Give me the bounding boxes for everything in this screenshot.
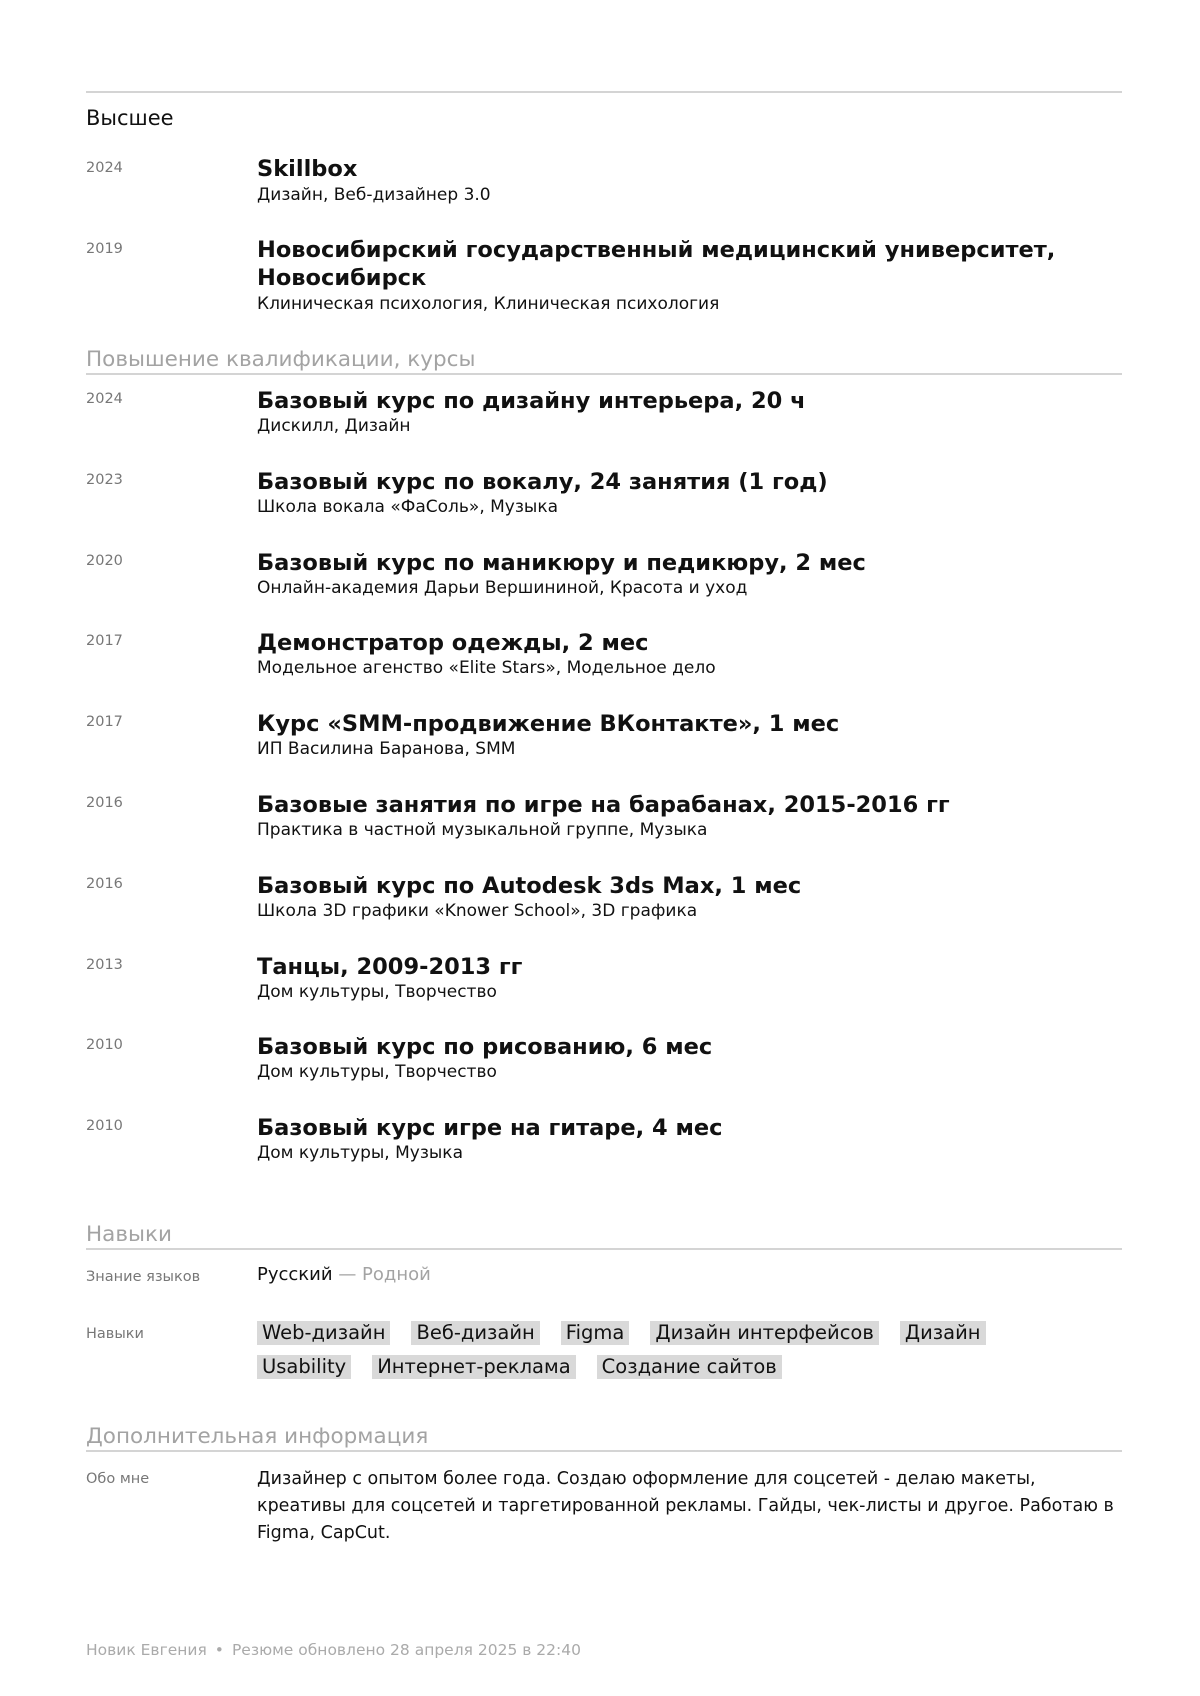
education-item bbox=[86, 236, 1122, 315]
education-specialty: Дизайн, Веб-дизайнер 3.0 bbox=[257, 185, 491, 205]
course-title: Базовый курс по вокалу, 24 занятия (1 год) bbox=[257, 468, 828, 495]
footer-separator: • bbox=[214, 1641, 224, 1659]
course-organization: Дискилл, Дизайн bbox=[257, 416, 411, 436]
skill-tag: Figma bbox=[561, 1321, 630, 1345]
course-item bbox=[86, 548, 1122, 629]
course-organization: Школа вокала «ФаСоль», Музыка bbox=[257, 496, 559, 517]
skills-label: Навыки bbox=[86, 1325, 144, 1342]
course-title: Танцы, 2009-2013 гг bbox=[257, 953, 523, 980]
course-organization: Дом культуры, Музыка bbox=[257, 1143, 463, 1164]
education-year: 2024 bbox=[86, 160, 123, 176]
course-title: Базовые занятия по игре на барабанах, 2015-2016 гг bbox=[257, 791, 950, 818]
about-label: Обо мне bbox=[86, 1470, 150, 1487]
course-title: Базовый курс по маникюру и педикюру, 2 мес bbox=[257, 549, 866, 576]
course-year: 2020 bbox=[86, 552, 123, 569]
course-year: 2010 bbox=[86, 1118, 123, 1135]
course-item bbox=[86, 952, 1122, 1033]
education-year: 2019 bbox=[86, 241, 123, 257]
education-item bbox=[86, 155, 1122, 206]
course-year: 2024 bbox=[86, 391, 123, 407]
education-specialty: Клиническая психология, Клиническая психология bbox=[257, 294, 720, 314]
courses-list bbox=[86, 386, 1122, 1194]
section-title-courses: Повышение квалификации, курсы bbox=[86, 347, 1122, 375]
about-row bbox=[86, 1466, 1122, 1547]
skills-row bbox=[86, 1321, 1122, 1379]
course-item bbox=[86, 790, 1122, 871]
course-title: Курс «SMM-продвижение ВКонтакте», 1 мес bbox=[257, 711, 840, 738]
course-item bbox=[86, 709, 1122, 790]
course-organization: Модельное агенство «Elite Stars», Модельное дело bbox=[257, 658, 716, 679]
skill-tag: Дизайн интерфейсов bbox=[650, 1321, 879, 1345]
course-title: Базовый курс по рисованию, 6 мес bbox=[257, 1034, 713, 1061]
course-title: Базовый курс по дизайну интерьера, 20 ч bbox=[257, 388, 806, 414]
languages-label: Знание языков bbox=[86, 1268, 201, 1285]
course-item bbox=[86, 871, 1122, 952]
about-text: Дизайнер с опытом более года. Создаю оформление для соцсетей - делаю макеты, креативы для соцсетей и таргетированной рекламы. Гайды, чек-листы и другое. Работаю в Figma, CapCut. bbox=[257, 1468, 1114, 1543]
course-item bbox=[86, 628, 1122, 709]
education-level: Высшее bbox=[86, 106, 174, 130]
course-organization: Онлайн-академия Дарьи Вершининой, Красота и уход bbox=[257, 577, 748, 598]
course-year: 2023 bbox=[86, 471, 123, 488]
course-organization: Школа 3D графики «Knower School», 3D графика bbox=[257, 900, 698, 921]
education-institution: Новосибирский государственный медицинский университет, Новосибирск bbox=[257, 237, 1056, 291]
course-item bbox=[86, 1113, 1122, 1194]
skill-tag: Интернет-реклама bbox=[372, 1355, 575, 1379]
course-title: Базовый курс игре на гитаре, 4 мес bbox=[257, 1115, 723, 1142]
skill-tag: Создание сайтов bbox=[597, 1355, 782, 1379]
skill-tag: Дизайн bbox=[900, 1321, 986, 1345]
course-organization: Дом культуры, Творчество bbox=[257, 981, 497, 1002]
skill-tag: Web-дизайн bbox=[257, 1321, 390, 1345]
skill-tags bbox=[257, 1321, 1017, 1379]
course-organization: ИП Василина Баранова, SMM bbox=[257, 739, 516, 760]
course-year: 2017 bbox=[86, 714, 123, 731]
course-year: 2016 bbox=[86, 794, 123, 811]
course-year: 2017 bbox=[86, 633, 123, 650]
course-title: Базовый курс по Autodesk 3ds Max, 1 мес bbox=[257, 872, 802, 899]
course-item bbox=[86, 467, 1122, 548]
footer-updated: Резюме обновлено 28 апреля 2025 в 22:40 bbox=[231, 1641, 581, 1659]
course-item bbox=[86, 386, 1122, 467]
skill-tag: Веб-дизайн bbox=[411, 1321, 539, 1345]
course-year: 2010 bbox=[86, 1037, 123, 1054]
course-year: 2013 bbox=[86, 956, 123, 973]
divider bbox=[86, 91, 1122, 93]
footer bbox=[86, 1641, 581, 1659]
footer-name: Новик Евгения bbox=[86, 1641, 207, 1659]
resume-page bbox=[86, 0, 1122, 1547]
course-item bbox=[86, 1032, 1122, 1113]
language-level: — Родной bbox=[338, 1263, 431, 1285]
language-name: Русский bbox=[257, 1263, 333, 1285]
course-organization: Практика в частной музыкальной группе, Музыка bbox=[257, 819, 708, 840]
languages-row bbox=[86, 1264, 1122, 1285]
course-year: 2016 bbox=[86, 875, 123, 892]
section-title-skills: Навыки bbox=[86, 1222, 1122, 1250]
education-list bbox=[86, 155, 1122, 315]
skill-tag: Usability bbox=[257, 1355, 351, 1379]
course-title: Демонстратор одежды, 2 мес bbox=[257, 630, 649, 657]
section-title-extra: Дополнительная информация bbox=[86, 1424, 1122, 1452]
course-organization: Дом культуры, Творчество bbox=[257, 1062, 497, 1083]
education-institution: Skillbox bbox=[257, 156, 358, 182]
